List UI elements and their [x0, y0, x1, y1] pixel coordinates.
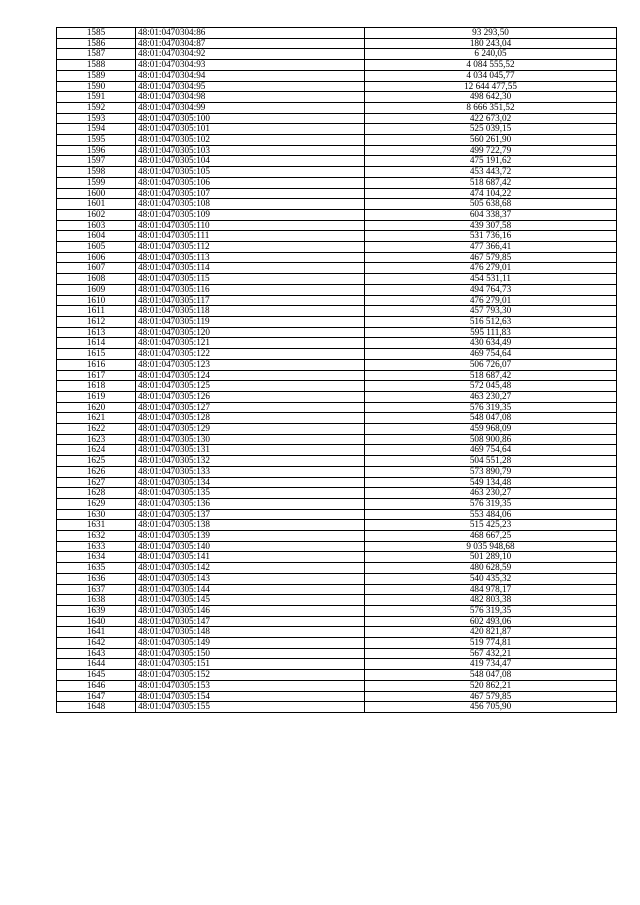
cadastral-value-cell: 8 666 351,52: [365, 102, 617, 113]
row-number-cell: 1608: [57, 274, 136, 285]
cadastral-value-cell: 180 243,04: [365, 38, 617, 49]
cadastral-value-cell: 506 726,07: [365, 359, 617, 370]
cadastral-value-cell: 467 579,85: [365, 252, 617, 263]
table-row: [57, 274, 617, 285]
table-row: [57, 413, 617, 424]
cadastral-number-cell: 48:01:0470305:127: [136, 402, 365, 413]
table-row: [57, 124, 617, 135]
cadastral-number-cell: 48:01:0470305:128: [136, 413, 365, 424]
table-row: [57, 177, 617, 188]
table-row: [57, 316, 617, 327]
table-row: [57, 573, 617, 584]
cadastral-number-cell: 48:01:0470305:114: [136, 263, 365, 274]
row-number-cell: 1626: [57, 466, 136, 477]
table-row: [57, 648, 617, 659]
cadastral-value-cell: 482 803,38: [365, 595, 617, 606]
row-number-cell: 1599: [57, 177, 136, 188]
row-number-cell: 1637: [57, 584, 136, 595]
cadastral-value-cell: 474 104,22: [365, 188, 617, 199]
cadastral-value-cell: 430 634,49: [365, 338, 617, 349]
cadastral-number-cell: 48:01:0470305:140: [136, 541, 365, 552]
row-number-cell: 1586: [57, 38, 136, 49]
cadastral-number-cell: 48:01:0470305:121: [136, 338, 365, 349]
row-number-cell: 1606: [57, 252, 136, 263]
table-row: [57, 488, 617, 499]
table-row: [57, 616, 617, 627]
row-number-cell: 1587: [57, 49, 136, 60]
cadastral-value-cell: 12 644 477,55: [365, 81, 617, 92]
table-row: [57, 638, 617, 649]
table-row: [57, 135, 617, 146]
cadastral-value-cell: 595 111,83: [365, 327, 617, 338]
row-number-cell: 1647: [57, 691, 136, 702]
row-number-cell: 1602: [57, 209, 136, 220]
cadastral-number-cell: 48:01:0470305:110: [136, 220, 365, 231]
cadastral-value-cell: 548 047,08: [365, 413, 617, 424]
cadastral-value-cell: 469 754,64: [365, 349, 617, 360]
cadastral-value-cell: 567 432,21: [365, 648, 617, 659]
cadastral-value-cell: 540 435,32: [365, 573, 617, 584]
row-number-cell: 1616: [57, 359, 136, 370]
cadastral-number-cell: 48:01:0470305:147: [136, 616, 365, 627]
cadastral-value-cell: 4 034 045,77: [365, 70, 617, 81]
cadastral-value-cell: 420 821,87: [365, 627, 617, 638]
cadastral-number-cell: 48:01:0470305:101: [136, 124, 365, 135]
table-row: [57, 509, 617, 520]
cadastral-number-cell: 48:01:0470305:117: [136, 295, 365, 306]
cadastral-number-cell: 48:01:0470305:100: [136, 113, 365, 124]
cadastral-value-cell: 439 307,58: [365, 220, 617, 231]
cadastral-number-cell: 48:01:0470305:151: [136, 659, 365, 670]
cadastral-value-cell: 469 754,64: [365, 445, 617, 456]
cadastral-number-cell: 48:01:0470305:103: [136, 145, 365, 156]
table-row: [57, 49, 617, 60]
cadastral-number-cell: 48:01:0470305:134: [136, 477, 365, 488]
row-number-cell: 1634: [57, 552, 136, 563]
row-number-cell: 1622: [57, 424, 136, 435]
table-row: [57, 102, 617, 113]
table-row: [57, 466, 617, 477]
table-row: [57, 381, 617, 392]
cadastral-value-cell: 93 293,50: [365, 28, 617, 39]
cadastral-number-cell: 48:01:0470304:92: [136, 49, 365, 60]
cadastral-number-cell: 48:01:0470304:86: [136, 28, 365, 39]
cadastral-number-cell: 48:01:0470305:116: [136, 284, 365, 295]
row-number-cell: 1597: [57, 156, 136, 167]
table-row: [57, 60, 617, 71]
cadastral-value-cell: 576 319,35: [365, 402, 617, 413]
table-row: [57, 552, 617, 563]
row-number-cell: 1624: [57, 445, 136, 456]
cadastral-number-cell: 48:01:0470305:133: [136, 466, 365, 477]
cadastral-number-cell: 48:01:0470304:94: [136, 70, 365, 81]
table-row: [57, 113, 617, 124]
cadastral-value-cell: 604 338,37: [365, 209, 617, 220]
cadastral-value-cell: 520 862,21: [365, 680, 617, 691]
table-row: [57, 445, 617, 456]
cadastral-number-cell: 48:01:0470305:112: [136, 242, 365, 253]
row-number-cell: 1632: [57, 531, 136, 542]
table-body: [57, 28, 617, 713]
table-row: [57, 231, 617, 242]
row-number-cell: 1614: [57, 338, 136, 349]
row-number-cell: 1646: [57, 680, 136, 691]
table-row: [57, 28, 617, 39]
row-number-cell: 1640: [57, 616, 136, 627]
cadastral-value-cell: 419 734,47: [365, 659, 617, 670]
table-row: [57, 659, 617, 670]
row-number-cell: 1623: [57, 434, 136, 445]
table-row: [57, 627, 617, 638]
table-row: [57, 209, 617, 220]
row-number-cell: 1594: [57, 124, 136, 135]
row-number-cell: 1588: [57, 60, 136, 71]
row-number-cell: 1596: [57, 145, 136, 156]
cadastral-value-cell: 531 736,16: [365, 231, 617, 242]
cadastral-value-cell: 459 968,09: [365, 424, 617, 435]
cadastral-value-cell: 504 551,28: [365, 456, 617, 467]
cadastral-number-cell: 48:01:0470305:139: [136, 531, 365, 542]
cadastral-value-cell: 576 319,35: [365, 498, 617, 509]
cadastral-value-cell: 573 890,79: [365, 466, 617, 477]
cadastral-value-cell: 6 240,05: [365, 49, 617, 60]
cadastral-value-cell: 499 722,79: [365, 145, 617, 156]
cadastral-value-cell: 519 774,81: [365, 638, 617, 649]
row-number-cell: 1609: [57, 284, 136, 295]
row-number-cell: 1618: [57, 381, 136, 392]
table-row: [57, 424, 617, 435]
cadastral-number-cell: 48:01:0470305:104: [136, 156, 365, 167]
table-row: [57, 520, 617, 531]
cadastral-number-cell: 48:01:0470305:126: [136, 391, 365, 402]
cadastral-value-cell: 480 628,59: [365, 563, 617, 574]
table-row: [57, 359, 617, 370]
table-row: [57, 434, 617, 445]
cadastral-value-cell: 468 667,25: [365, 531, 617, 542]
cadastral-value-cell: 422 673,02: [365, 113, 617, 124]
table-row: [57, 167, 617, 178]
table-row: [57, 70, 617, 81]
cadastral-number-cell: 48:01:0470305:107: [136, 188, 365, 199]
cadastral-number-cell: 48:01:0470305:150: [136, 648, 365, 659]
row-number-cell: 1613: [57, 327, 136, 338]
table-row: [57, 242, 617, 253]
cadastral-number-cell: 48:01:0470304:99: [136, 102, 365, 113]
table-row: [57, 220, 617, 231]
row-number-cell: 1593: [57, 113, 136, 124]
row-number-cell: 1595: [57, 135, 136, 146]
cadastral-number-cell: 48:01:0470305:135: [136, 488, 365, 499]
row-number-cell: 1612: [57, 316, 136, 327]
cadastral-value-cell: 467 579,85: [365, 691, 617, 702]
cadastral-number-cell: 48:01:0470304:93: [136, 60, 365, 71]
cadastral-value-cell: 602 493,06: [365, 616, 617, 627]
cadastral-number-cell: 48:01:0470305:142: [136, 563, 365, 574]
row-number-cell: 1625: [57, 456, 136, 467]
cadastral-number-cell: 48:01:0470305:136: [136, 498, 365, 509]
cadastral-number-cell: 48:01:0470305:153: [136, 680, 365, 691]
cadastral-value-cell: 516 512,63: [365, 316, 617, 327]
row-number-cell: 1617: [57, 370, 136, 381]
row-number-cell: 1639: [57, 605, 136, 616]
table-row: [57, 145, 617, 156]
table-row: [57, 252, 617, 263]
cadastral-value-cell: 463 230,27: [365, 488, 617, 499]
cadastral-value-cell: 476 279,01: [365, 263, 617, 274]
cadastral-number-cell: 48:01:0470305:129: [136, 424, 365, 435]
table-row: [57, 38, 617, 49]
cadastral-value-table: [56, 27, 617, 713]
table-row: [57, 81, 617, 92]
cadastral-number-cell: 48:01:0470305:154: [136, 691, 365, 702]
row-number-cell: 1590: [57, 81, 136, 92]
cadastral-value-cell: 463 230,27: [365, 391, 617, 402]
cadastral-value-cell: 494 764,73: [365, 284, 617, 295]
cadastral-value-cell: 453 443,72: [365, 167, 617, 178]
cadastral-value-cell: 518 687,42: [365, 177, 617, 188]
cadastral-number-cell: 48:01:0470305:137: [136, 509, 365, 520]
table-row: [57, 188, 617, 199]
row-number-cell: 1598: [57, 167, 136, 178]
row-number-cell: 1641: [57, 627, 136, 638]
table-row: [57, 92, 617, 103]
cadastral-value-cell: 4 084 555,52: [365, 60, 617, 71]
table-row: [57, 284, 617, 295]
row-number-cell: 1610: [57, 295, 136, 306]
cadastral-value-cell: 576 319,35: [365, 605, 617, 616]
cadastral-number-cell: 48:01:0470304:95: [136, 81, 365, 92]
cadastral-number-cell: 48:01:0470305:111: [136, 231, 365, 242]
cadastral-value-cell: 454 531,11: [365, 274, 617, 285]
row-number-cell: 1638: [57, 595, 136, 606]
table-row: [57, 531, 617, 542]
cadastral-number-cell: 48:01:0470305:119: [136, 316, 365, 327]
cadastral-value-cell: 498 642,30: [365, 92, 617, 103]
cadastral-number-cell: 48:01:0470305:120: [136, 327, 365, 338]
cadastral-number-cell: 48:01:0470304:87: [136, 38, 365, 49]
cadastral-value-cell: 560 261,90: [365, 135, 617, 146]
row-number-cell: 1607: [57, 263, 136, 274]
table-row: [57, 477, 617, 488]
cadastral-number-cell: 48:01:0470305:123: [136, 359, 365, 370]
cadastral-number-cell: 48:01:0470305:105: [136, 167, 365, 178]
cadastral-number-cell: 48:01:0470305:118: [136, 306, 365, 317]
table-row: [57, 156, 617, 167]
cadastral-number-cell: 48:01:0470304:98: [136, 92, 365, 103]
row-number-cell: 1585: [57, 28, 136, 39]
cadastral-number-cell: 48:01:0470305:106: [136, 177, 365, 188]
row-number-cell: 1648: [57, 702, 136, 713]
cadastral-number-cell: 48:01:0470305:155: [136, 702, 365, 713]
row-number-cell: 1600: [57, 188, 136, 199]
cadastral-value-cell: 501 289,10: [365, 552, 617, 563]
table-row: [57, 595, 617, 606]
cadastral-value-cell: 505 638,68: [365, 199, 617, 210]
row-number-cell: 1636: [57, 573, 136, 584]
table-row: [57, 306, 617, 317]
row-number-cell: 1621: [57, 413, 136, 424]
cadastral-number-cell: 48:01:0470305:144: [136, 584, 365, 595]
cadastral-value-cell: 484 978,17: [365, 584, 617, 595]
row-number-cell: 1605: [57, 242, 136, 253]
cadastral-value-cell: 548 047,08: [365, 670, 617, 681]
row-number-cell: 1628: [57, 488, 136, 499]
row-number-cell: 1643: [57, 648, 136, 659]
cadastral-value-cell: 476 279,01: [365, 295, 617, 306]
table-row: [57, 199, 617, 210]
cadastral-value-cell: 515 425,23: [365, 520, 617, 531]
table-row: [57, 295, 617, 306]
row-number-cell: 1603: [57, 220, 136, 231]
cadastral-value-cell: 572 045,48: [365, 381, 617, 392]
cadastral-value-cell: 525 039,15: [365, 124, 617, 135]
table-row: [57, 680, 617, 691]
cadastral-value-cell: 475 191,62: [365, 156, 617, 167]
row-number-cell: 1629: [57, 498, 136, 509]
cadastral-number-cell: 48:01:0470305:122: [136, 349, 365, 360]
cadastral-number-cell: 48:01:0470305:115: [136, 274, 365, 285]
cadastral-value-cell: 549 134,48: [365, 477, 617, 488]
cadastral-value-cell: 456 705,90: [365, 702, 617, 713]
cadastral-number-cell: 48:01:0470305:109: [136, 209, 365, 220]
cadastral-number-cell: 48:01:0470305:131: [136, 445, 365, 456]
table-row: [57, 563, 617, 574]
table-row: [57, 691, 617, 702]
table-row: [57, 670, 617, 681]
row-number-cell: 1619: [57, 391, 136, 402]
cadastral-number-cell: 48:01:0470305:124: [136, 370, 365, 381]
row-number-cell: 1601: [57, 199, 136, 210]
row-number-cell: 1630: [57, 509, 136, 520]
cadastral-number-cell: 48:01:0470305:146: [136, 605, 365, 616]
cadastral-number-cell: 48:01:0470305:148: [136, 627, 365, 638]
row-number-cell: 1635: [57, 563, 136, 574]
row-number-cell: 1631: [57, 520, 136, 531]
table-row: [57, 402, 617, 413]
row-number-cell: 1642: [57, 638, 136, 649]
cadastral-value-cell: 457 793,30: [365, 306, 617, 317]
cadastral-value-cell: 518 687,42: [365, 370, 617, 381]
row-number-cell: 1644: [57, 659, 136, 670]
cadastral-number-cell: 48:01:0470305:113: [136, 252, 365, 263]
cadastral-number-cell: 48:01:0470305:138: [136, 520, 365, 531]
cadastral-value-cell: 553 484,06: [365, 509, 617, 520]
table-row: [57, 498, 617, 509]
cadastral-number-cell: 48:01:0470305:108: [136, 199, 365, 210]
cadastral-number-cell: 48:01:0470305:141: [136, 552, 365, 563]
table-row: [57, 349, 617, 360]
cadastral-number-cell: 48:01:0470305:152: [136, 670, 365, 681]
row-number-cell: 1604: [57, 231, 136, 242]
cadastral-value-cell: 477 366,41: [365, 242, 617, 253]
table-row: [57, 541, 617, 552]
row-number-cell: 1592: [57, 102, 136, 113]
table-row: [57, 605, 617, 616]
row-number-cell: 1591: [57, 92, 136, 103]
table-row: [57, 370, 617, 381]
table-row: [57, 327, 617, 338]
row-number-cell: 1589: [57, 70, 136, 81]
cadastral-number-cell: 48:01:0470305:130: [136, 434, 365, 445]
row-number-cell: 1611: [57, 306, 136, 317]
table-row: [57, 702, 617, 713]
cadastral-number-cell: 48:01:0470305:125: [136, 381, 365, 392]
cadastral-number-cell: 48:01:0470305:102: [136, 135, 365, 146]
row-number-cell: 1633: [57, 541, 136, 552]
row-number-cell: 1615: [57, 349, 136, 360]
table-row: [57, 338, 617, 349]
row-number-cell: 1645: [57, 670, 136, 681]
row-number-cell: 1627: [57, 477, 136, 488]
cadastral-number-cell: 48:01:0470305:143: [136, 573, 365, 584]
cadastral-number-cell: 48:01:0470305:149: [136, 638, 365, 649]
row-number-cell: 1620: [57, 402, 136, 413]
cadastral-value-cell: 9 035 948,68: [365, 541, 617, 552]
table-row: [57, 391, 617, 402]
cadastral-value-cell: 508 900,86: [365, 434, 617, 445]
table-row: [57, 456, 617, 467]
table-row: [57, 263, 617, 274]
cadastral-number-cell: 48:01:0470305:132: [136, 456, 365, 467]
cadastral-number-cell: 48:01:0470305:145: [136, 595, 365, 606]
table-row: [57, 584, 617, 595]
